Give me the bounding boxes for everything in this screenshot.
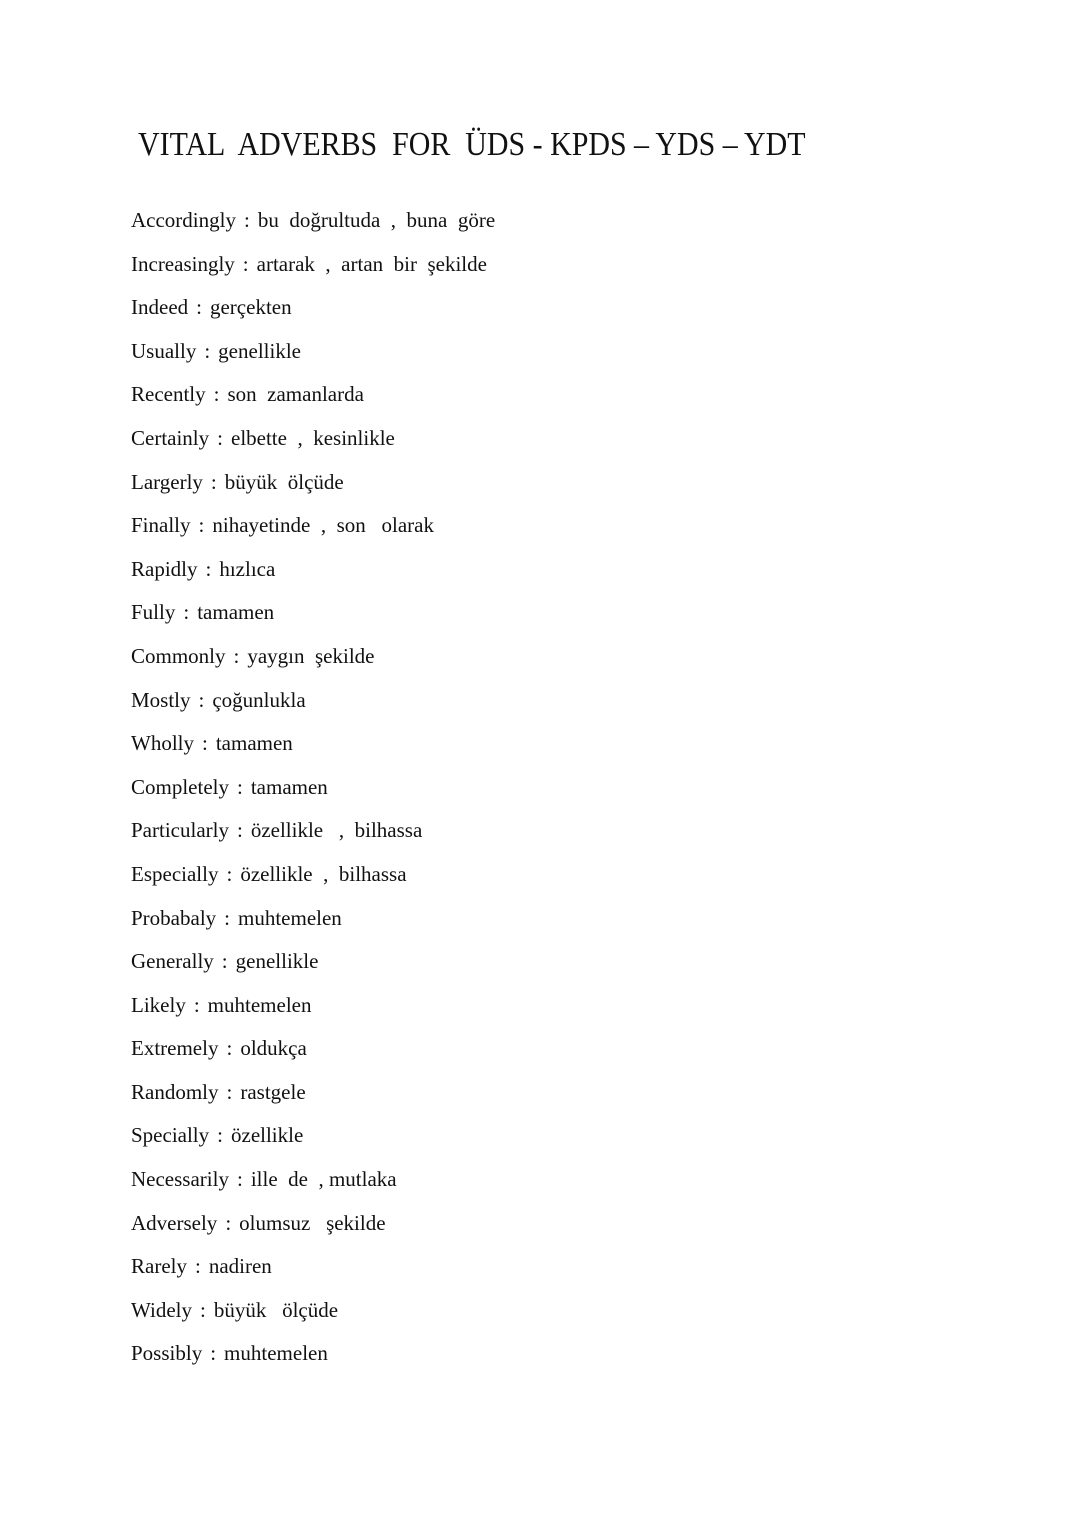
adverb-definition: özellikle , bilhassa [240,861,407,886]
separator: : [236,818,243,843]
adverb-entry [131,1296,495,1340]
adverb-entry [131,686,495,730]
adverb-term: Accordingly [131,208,236,232]
adverb-entry [131,642,495,686]
adverb-entry [131,206,495,250]
separator: : [226,1079,233,1104]
adverb-definition: muhtemelen [238,905,342,930]
adverb-term: Particularly [131,818,229,843]
separator: : [196,295,202,320]
adverb-definition: muhtemelen [224,1341,328,1366]
adverb-definition: nadiren [208,1254,272,1279]
adverb-list [131,206,495,1383]
separator: : [224,905,230,930]
adverb-term: Extremely [131,1036,219,1061]
separator: : [226,1036,233,1061]
separator: : [198,513,205,538]
separator: : [217,1123,223,1148]
separator: : [233,643,240,668]
adverb-definition: artarak , artan bir şekilde [256,251,487,276]
adverb-term: Randomly [131,1079,219,1104]
adverb-term: Generally [131,949,214,974]
adverb-entry [131,1121,495,1165]
adverb-term: Largerly [131,469,203,494]
separator: : [221,949,228,974]
adverb-entry [131,511,495,555]
adverb-term: Mostly [131,687,191,712]
adverb-term: Fully [131,600,176,625]
adverb-term: Indeed [131,295,189,320]
adverb-entry [131,947,495,991]
adverb-entry [131,468,495,512]
adverb-definition: büyük ölçüde [213,1297,339,1322]
separator: : [217,425,223,450]
adverb-definition: nihayetinde , son olarak [212,513,434,538]
adverb-definition: genellikle [235,949,319,974]
separator: : [199,1297,206,1322]
adverb-term: Certainly [131,425,210,450]
adverb-term: Recently [131,382,206,407]
adverb-definition: bu doğrultuda , buna göre [257,208,496,232]
adverb-entry [131,598,495,642]
adverb-term: Wholly [131,731,194,756]
adverb-definition: gerçekten [209,295,292,320]
adverb-definition: büyük ölçüde [224,469,344,494]
adverb-term: Rarely [131,1254,187,1279]
adverb-definition: rastgele [240,1079,306,1104]
adverb-definition: özellikle , bilhassa [250,818,423,843]
adverb-term: Rapidly [131,556,198,581]
separator: : [194,1254,201,1279]
separator: : [204,338,211,363]
adverb-definition: tamamen [215,731,293,756]
separator: : [202,731,208,756]
separator: : [243,208,250,232]
separator: : [210,1341,217,1366]
adverb-entry [131,816,495,860]
adverb-term: Possibly [131,1341,203,1366]
adverb-term: Widely [131,1297,192,1322]
adverb-entry [131,904,495,948]
adverb-entry [131,729,495,773]
separator: : [210,469,217,494]
adverb-entry [131,773,495,817]
adverb-entry [131,380,495,424]
adverb-definition: tamamen [197,600,275,625]
adverb-entry [131,1252,495,1296]
adverb-term: Especially [131,861,219,886]
adverb-definition: oldukça [240,1036,307,1061]
adverb-definition: ille de , mutlaka [250,1167,397,1192]
page-title: VITAL ADVERBS FOR ÜDS - KPDS – YDS – YDT [138,126,806,163]
adverb-entry [131,1165,495,1209]
separator: : [242,251,249,276]
separator: : [213,382,220,407]
adverb-term: Specially [131,1123,210,1148]
separator: : [205,556,212,581]
adverb-definition: hızlıca [219,556,276,581]
adverb-term: Finally [131,513,191,538]
adverb-term: Completely [131,774,229,799]
adverb-definition: tamamen [250,774,328,799]
adverb-definition: elbette , kesinlikle [231,425,395,450]
adverb-term: Increasingly [131,251,235,276]
adverb-term: Likely [131,992,186,1017]
separator: : [236,1167,243,1192]
adverb-entry [131,1078,495,1122]
separator: : [193,992,200,1017]
adverb-entry [131,1209,495,1253]
adverb-definition: genellikle [218,338,301,363]
adverb-entry [131,860,495,904]
adverb-definition: son zamanlarda [227,382,364,407]
adverb-term: Probabaly [131,905,217,930]
separator: : [226,861,233,886]
adverb-definition: çoğunlukla [212,687,306,712]
separator: : [237,774,243,799]
adverb-entry [131,991,495,1035]
separator: : [198,687,205,712]
adverb-term: Adversely [131,1210,218,1235]
adverb-term: Usually [131,338,197,363]
separator: : [225,1210,232,1235]
adverb-entry [131,555,495,599]
adverb-entry [131,1034,495,1078]
separator: : [183,600,190,625]
adverb-definition: muhtemelen [207,992,312,1017]
adverb-entry [131,1339,495,1383]
adverb-term: Necessarily [131,1167,229,1192]
adverb-definition: olumsuz şekilde [239,1210,386,1235]
adverb-definition: yaygın şekilde [247,643,375,668]
adverb-term: Commonly [131,643,226,668]
adverb-definition: özellikle [231,1123,304,1148]
adverb-entry [131,424,495,468]
adverb-entry [131,250,495,294]
adverb-entry [131,293,495,337]
adverb-entry [131,337,495,381]
